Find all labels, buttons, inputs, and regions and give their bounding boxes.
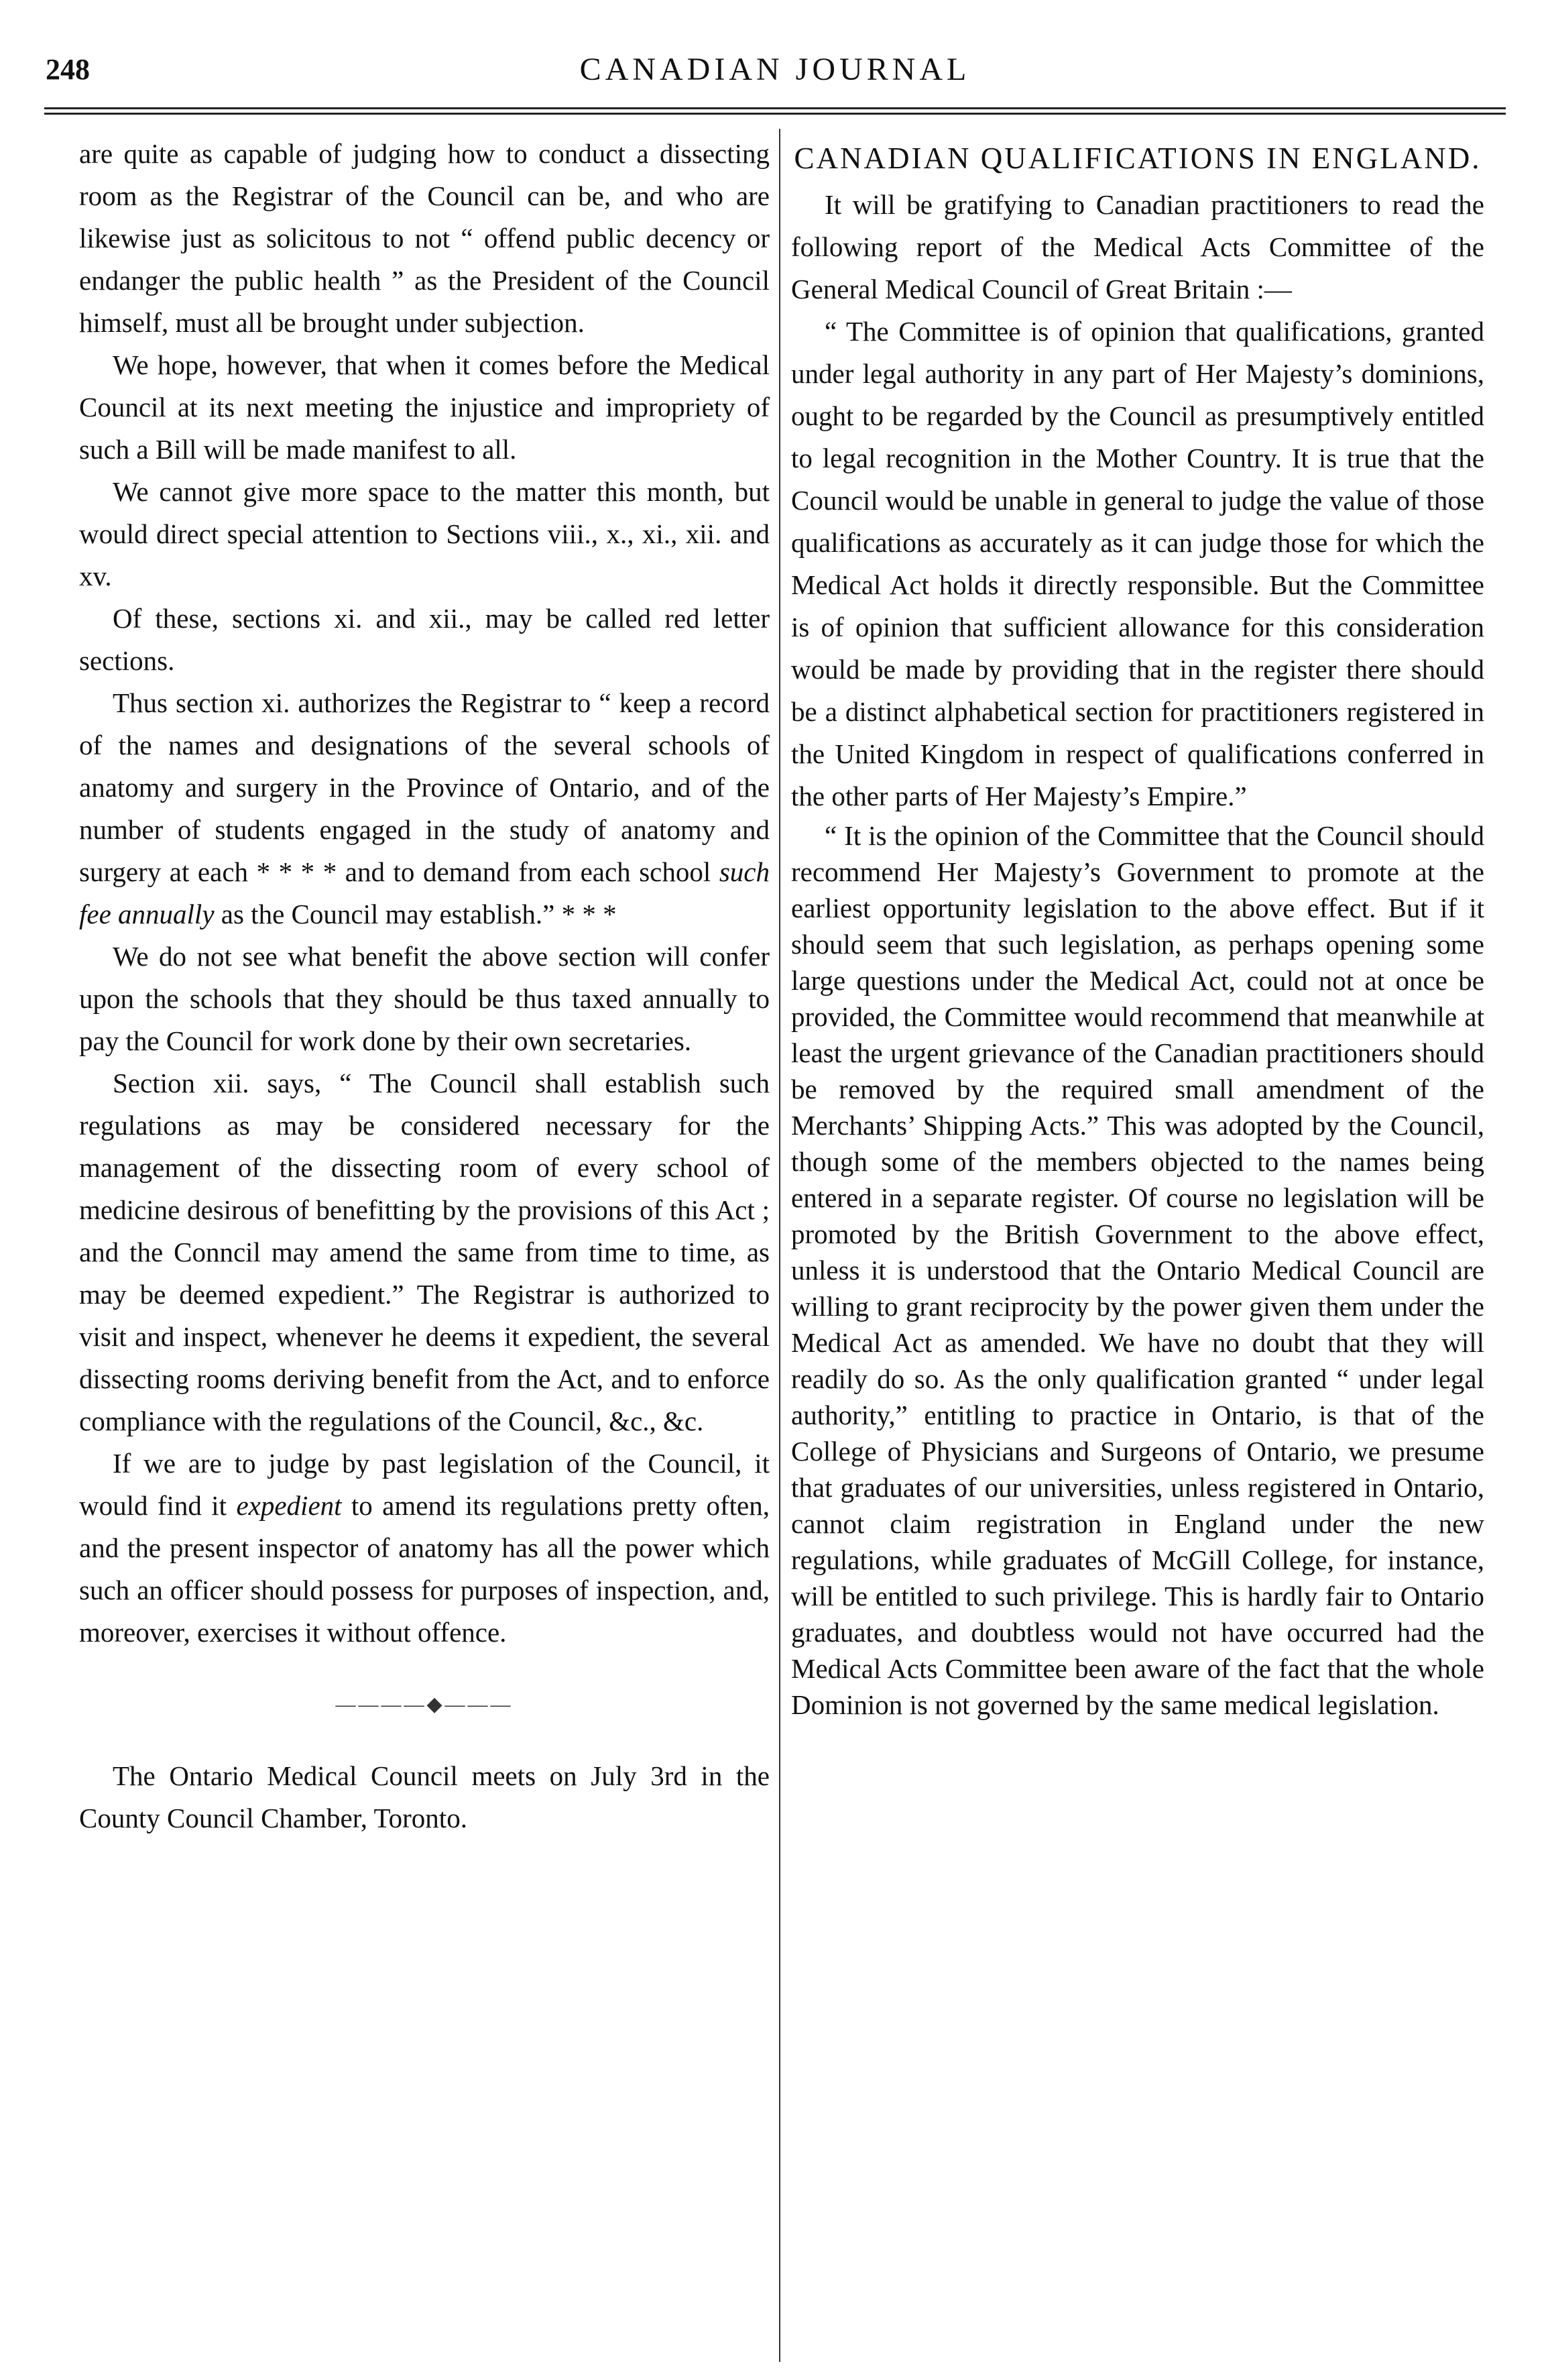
page-number: 248 <box>46 53 90 86</box>
left-paragraph-8-text-a: If we are to judge by past legislation of the Council, it would find it <box>79 1448 770 1521</box>
article-heading: CANADIAN QUALIFICATIONS IN ENGLAND. <box>794 141 1482 175</box>
left-column <box>79 133 770 1839</box>
left-paragraph-4: Of these, sections xi. and xii., may be called red letter sections. <box>79 603 770 676</box>
left-paragraph-1: are quite as capable of judging how to conduct a dissecting room as the Registrar of the Council can be, and who are likewise just as solicitous to not “ offend public decency or endanger the public health ” as the President of the Council himself, must all be brought under subjection. <box>79 138 770 338</box>
header-rule-bottom <box>44 113 1506 115</box>
column-divider <box>779 129 780 2362</box>
left-paragraph-9: The Ontario Medical Council meets on July 3rd in the County Council Chamber, Toronto. <box>79 1760 770 1833</box>
right-paragraph-1: It will be gratifying to Canadian practitioners to read the following report of the Medical Acts Committee of the General Medical Council of Great Britain :— <box>791 189 1484 304</box>
header-rule-top <box>44 107 1506 109</box>
right-paragraph-3: “ It is the opinion of the Committee that the Council should recommend Her Majesty’s Government to promote at the earliest opportunity legislation to the above effect. But if it should seem that such legislation, as perhaps opening some large questions under the Medical Act, could not at once be provided, the Committee would recommend that meanwhile at least the urgent grievance of the Canadian practitioners should be removed by the required small amendment of the Merchants’ Shipping Acts.” This was adopted by the Council, though some of the members objected to the names being entered in a separate register. Of course no legislation will be promoted by the British Government to the above effect, unless it is understood that the Ontario Medical Council are willing to grant reciprocity by the power given them under the Medical Act as amended. We have no doubt that they will readily do so. As the only qualification granted “ under legal authority,” entitling to practice in Ontario, is that of the College of Physicians and Surgeons of Ontario, we presume that graduates of our universities, unless registered in Ontario, cannot claim registration in England under the new regulations, while graduates of McGill College, for instance, will be entitled to such privilege. This is hardly fair to Ontario graduates, and doubtless would not have occurred had the Medical Acts Committee been aware of the fact that the whole Dominion is not governed by the same medical legislation. <box>791 820 1484 1720</box>
left-paragraph-2: We hope, however, that when it comes before the Medical Council at its next meeting the injustice and impropriety of such a Bill will be made manifest to all. <box>79 349 770 465</box>
left-paragraph-7: Section xii. says, “ The Council shall establish such regulations as may be considered necessary for the management of the dissecting room of every school of medicine desirous of benefitting by the provisions of this Act ; and the Conncil may amend the same from time to time, as may be deemed expedient.” The Registrar is authorized to visit and inspect, whenever he deems it expedient, the several dissecting rooms deriving benefit from the Act, and to enforce compliance with the regulations of the Council, &c., &c. <box>79 1068 770 1436</box>
left-paragraph-8 <box>79 1442 770 1654</box>
left-paragraph-5-text-b: as the Council may establish.” * * * <box>214 899 617 929</box>
left-paragraph-8-emphasis: expedient <box>236 1490 342 1521</box>
left-paragraph-5-emphasis: such fee annually <box>79 856 770 929</box>
left-paragraph-5-text-a: Thus section xi. authorizes the Registrar to “ keep a record of the names and designations of the several schools of anatomy and surgery in the Province of Ontario, and of the number of students engaged in the study of anatomy and surgery at each * * * * and to demand from each school <box>79 687 770 887</box>
left-paragraph-8-text-b: to amend its regulations pretty often, and the present inspector of anatomy has all the power which such an officer should possess for purposes of inspection, and, moreover, exercises it without offence. <box>79 1490 770 1648</box>
right-column <box>791 133 1484 1723</box>
left-paragraph-5 <box>79 682 770 936</box>
left-paragraph-3: We cannot give more space to the matter this month, but would direct special attention to Sections viii., x., xi., xii. and xv. <box>79 476 770 591</box>
right-paragraph-2: “ The Committee is of opinion that qualifications, granted under legal authority in any part of Her Majesty’s dominions, ought to be regarded by the Council as presumptively entitled to legal recognition in the Mother Country. It is true that the Council would be unable in general to judge the value of those qualifications as accurately as it can judge those for which the Medical Act holds it directly responsible. But the Committee is of opinion that sufficient allowance for this consideration would be made by providing that in the register there should be a distinct alphabetical section for practitioners registered in the United Kingdom in respect of qualifications conferred in the other parts of Her Majesty’s Empire.” <box>791 316 1484 811</box>
section-ornament: ————◆——— <box>335 1693 514 1715</box>
left-paragraph-6: We do not see what benefit the above section will confer upon the schools that they should be thus taxed annually to pay the Council for work done by their own secretaries. <box>79 941 770 1056</box>
running-head: CANADIAN JOURNAL <box>579 52 971 87</box>
